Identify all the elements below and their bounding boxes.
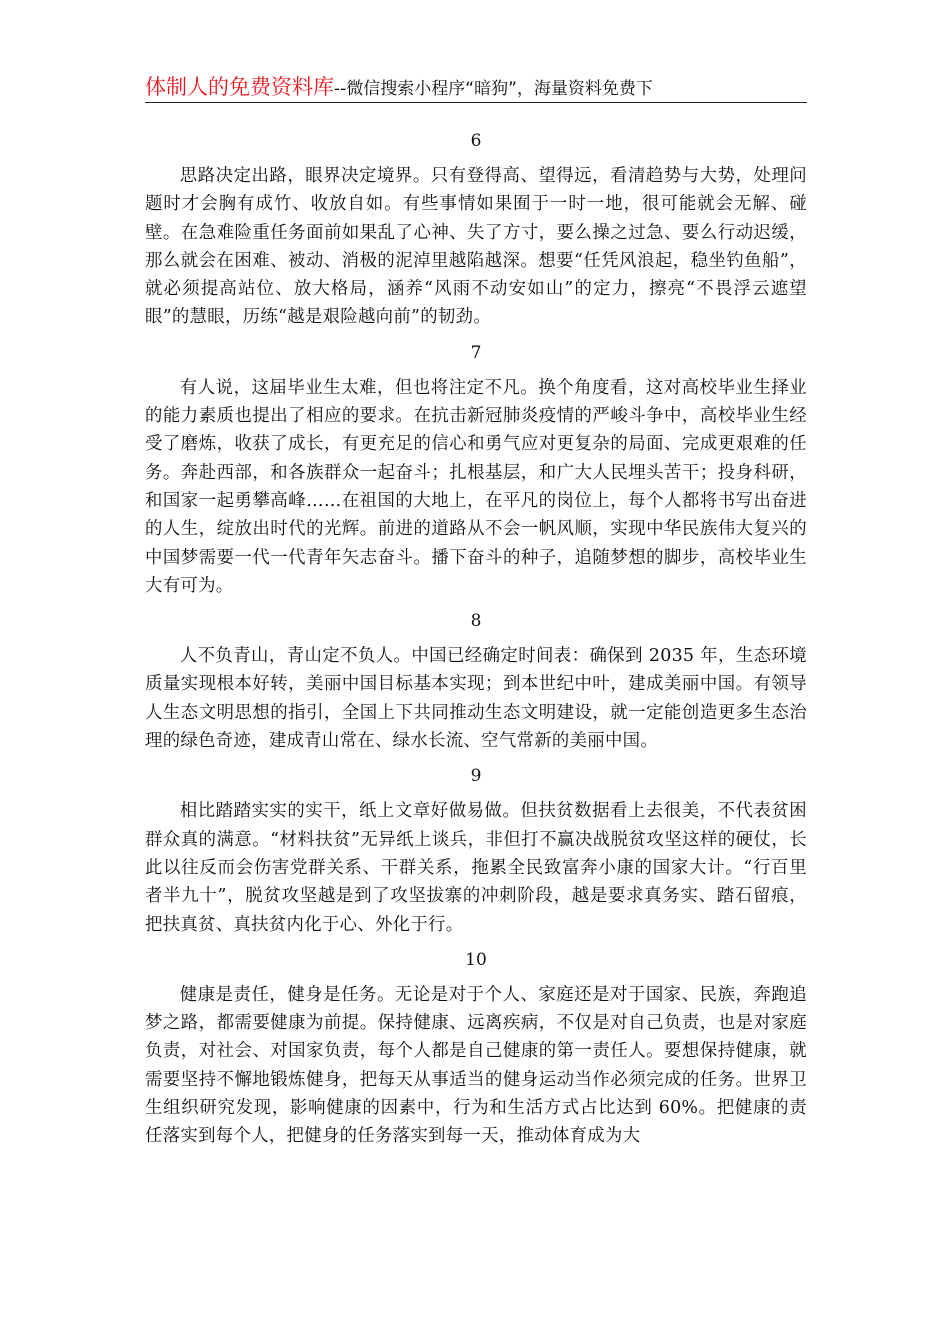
section-paragraph: 相比踏踏实实的实干，纸上文章好做易做。但扶贫数据看上去很美，不代表贫困群众真的满意。“材料扶贫”无异纸上谈兵，非但打不赢决战脱贫攻坚这样的硬仗，长此以往反而会伤害党群关系、干群关系，拖累全民致富奔小康的国家大计。“行百里者半九十”，脱贫攻坚越是到了攻坚拔寨的冲刺阶段，越是要求真务实、踏石留痕，把扶真贫、真扶贫内化于心、外化于行。 bbox=[145, 801, 807, 935]
section-number: 10 bbox=[465, 949, 487, 970]
section-number: 7 bbox=[470, 342, 482, 363]
header-brand: 体制人的免费资料库 bbox=[145, 75, 334, 99]
header-tagline: --微信搜索小程序“暗狗”，海量资料免费下 bbox=[334, 79, 653, 99]
section-number: 6 bbox=[470, 131, 482, 151]
document-body bbox=[145, 122, 807, 1157]
section-number: 8 bbox=[470, 611, 482, 632]
section-paragraph: 健康是责任，健身是任务。无论是对于个人、家庭还是对于国家、民族，奔跑追梦之路，都需要健康为前提。保持健康、远离疾病，不仅是对自己负责，也是对家庭负责，对社会、对国家负责，每个人都是自己健康的第一责任人。要想保持健康，就需要坚持不懈地锻炼健身，把每天从事适当的健身运动当作必须完成的任务。世界卫生组织研究发现，影响健康的因素中，行为和生活方式占比达到 60%。把健康的责任落实到每个人，把健身的任务落实到每一天，推动体育成为大 bbox=[145, 984, 807, 1147]
section-paragraph: 人不负青山，青山定不负人。中国已经确定时间表：确保到 2035 年，生态环境质量实现根本好转，美丽中国目标基本实现；到本世纪中叶，建成美丽中国。有领导人生态文明思想的指引，全国上下共同推动生态文明建设，就一定能创造更多生态治理的绿色奇迹，建成青山常在、绿水长流、空气常新的美丽中国。 bbox=[145, 646, 807, 752]
section-number: 9 bbox=[470, 766, 482, 787]
page-header bbox=[145, 74, 807, 103]
section-paragraph: 有人说，这届毕业生太难，但也将注定不凡。换个角度看，这对高校毕业生择业的能力素质也提出了相应的要求。在抗击新冠肺炎疫情的严峻斗争中，高校毕业生经受了磨炼，收获了成长，有更充足的信心和勇气应对更复杂的局面、完成更艰难的任务。奔赴西部，和各族群众一起奋斗；扎根基层，和广大人民埋头苦干；投身科研，和国家一起勇攀高峰……在祖国的大地上，在平凡的岗位上，每个人都将书写出奋进的人生，绽放出时代的光辉。前进的道路从不会一帆风顺，实现中华民族伟大复兴的中国梦需要一代一代青年矢志奋斗。播下奋斗的种子，追随梦想的脚步，高校毕业生大有可为。 bbox=[145, 377, 807, 596]
section-paragraph: 思路决定出路，眼界决定境界。只有登得高、望得远，看清趋势与大势，处理问题时才会胸有成竹、收放自如。有些事情如果囿于一时一地，很可能就会无解、碰壁。在急难险重任务面前如果乱了心神、失了方寸，要么操之过急、要么行动迟缓，那么就会在困难、被动、消极的泥淖里越陷越深。想要“任凭风浪起，稳坐钓鱼船”，就必须提高站位、放大格局，涵养“风雨不动安如山”的定力，擦亮“不畏浮云遮望眼”的慧眼，历练“越是艰险越向前”的韧劲。 bbox=[145, 166, 807, 328]
